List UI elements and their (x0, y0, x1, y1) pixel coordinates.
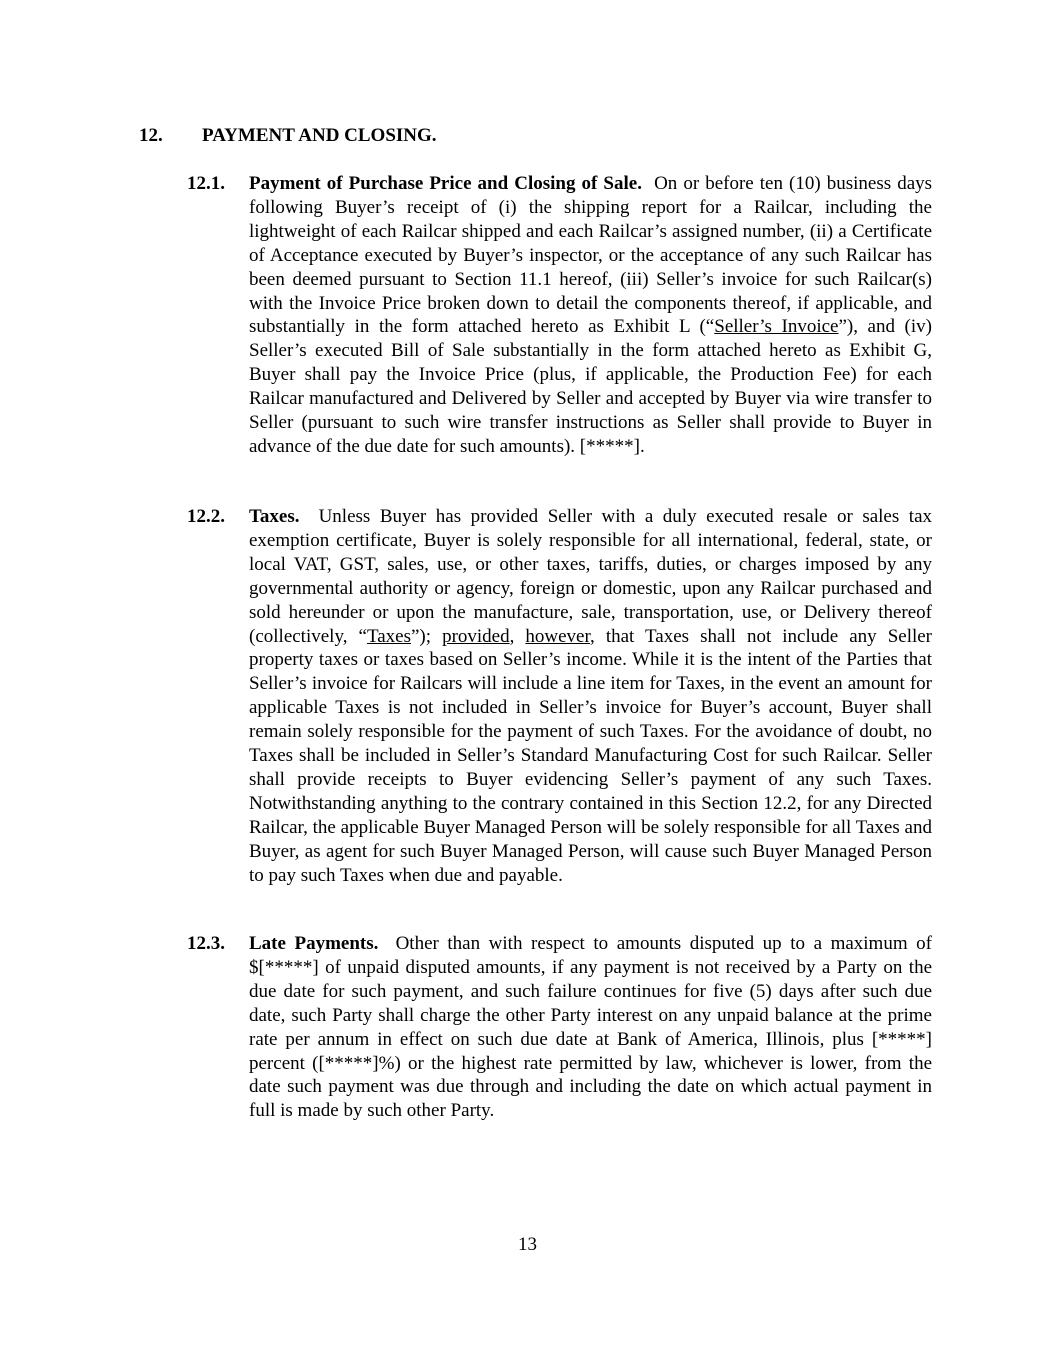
subsection-12-3 (187, 932, 932, 1123)
subsection-body (249, 172, 932, 459)
subsection-12-1 (187, 172, 932, 459)
paragraph-text: ”), and (iv) Seller’s executed Bill of Sale substantially in the form attached hereto as Exhibit G, Buyer shall pay the Invoice Price (plus, if applicable, the Production Fee) for each Railcar manufactured and Delivered by Seller and accepted by Buyer via wire transfer to Seller (pursuant to such wire transfer instructions as Seller shall provide to Buyer in advance of the due date for such amounts). [*****]. (249, 316, 932, 457)
subsection-title: Taxes. (249, 506, 300, 527)
paragraph-text: Other than with respect to amounts disputed up to a maximum of $[*****] of unpaid disputed amounts, if any payment is not received by a Party on the due date for such payment, and such failure continues for five (5) days after such due date, such Party shall charge the other Party interest on any unpaid balance at the prime rate per annum in effect on such due date at Bank of America, Illinois, plus [*****] percent ([*****]%) or the highest rate permitted by law, whichever is lower, from the date such payment was due through and including the date on which actual payment in full is made by such other Party. (249, 933, 933, 1122)
section-title: PAYMENT AND CLOSING. (202, 125, 437, 146)
paragraph-text: , that Taxes shall not include any Seller property taxes or taxes based on Seller’s income. While it is the intent of the Parties that Seller’s invoice for Railcars will include a line item for Taxes, in the event an amount for applicable Taxes is not included in Seller’s invoice for Buyer’s account, Buyer shall remain solely responsible for the payment of such Taxes. For the avoidance of doubt, no Taxes shall be included in Seller’s Standard Manufacturing Cost for such Railcar. Seller shall provide receipts to Buyer evidencing Seller’s payment of any such Taxes. Notwithstanding anything to the contrary contained in this Section 12.2, for any Directed Railcar, the applicable Buyer Managed Person will be solely responsible for all Taxes and Buyer, as agent for such Buyer Managed Person, will cause such Buyer Managed Person to pay such Taxes when due and payable. (249, 625, 933, 886)
paragraph-text: ”); (410, 625, 443, 647)
subsection-title: Late Payments. (249, 933, 379, 954)
paragraph-text: Unless Buyer has provided Seller with a duly executed resale or sales tax exemption certificate, Buyer is solely responsible for all international, federal, state, or local VAT, GST, sales, use, or other taxes, tariffs, duties, or charges imposed by any governmental authority or agency, foreign or domestic, upon any Railcar purchased and sold hereunder or upon the manufacture, sale, transportation, use, or Delivery thereof (collectively, “ (249, 506, 932, 647)
subsection-number: 12.1. (187, 173, 225, 194)
section-number: 12. (139, 125, 163, 146)
subsection-title: Payment of Purchase Price and Closing of Sale. (249, 173, 642, 194)
defined-term: Taxes (366, 625, 411, 647)
paragraph-text: On or before ten (10) business days following Buyer’s receipt of (i) the shipping report for a Railcar, including the lightweight of each Railcar shipped and each Railcar’s assigned number, (ii) a Certificate of Acceptance executed by Buyer’s inspector, or the acceptance of any such Railcar has been deemed pursuant to Section 11.1 hereof, (iii) Seller’s invoice for such Railcar(s) with the Invoice Price broken down to detail the components thereof, if applicable, and substantially in the form attached hereto as Exhibit L (“ (249, 173, 933, 338)
proviso-term: provided (442, 625, 510, 647)
subsection-body (249, 505, 932, 888)
paragraph-text: , (509, 625, 526, 647)
proviso-term: however (525, 625, 591, 647)
defined-term: Seller’s Invoice (714, 316, 839, 338)
section-heading (139, 124, 437, 148)
subsection-number: 12.3. (187, 933, 225, 954)
subsection-body (249, 932, 932, 1123)
subsection-12-2 (187, 505, 932, 888)
page-number: 13 (518, 1234, 537, 1255)
subsection-number: 12.2. (187, 506, 225, 527)
